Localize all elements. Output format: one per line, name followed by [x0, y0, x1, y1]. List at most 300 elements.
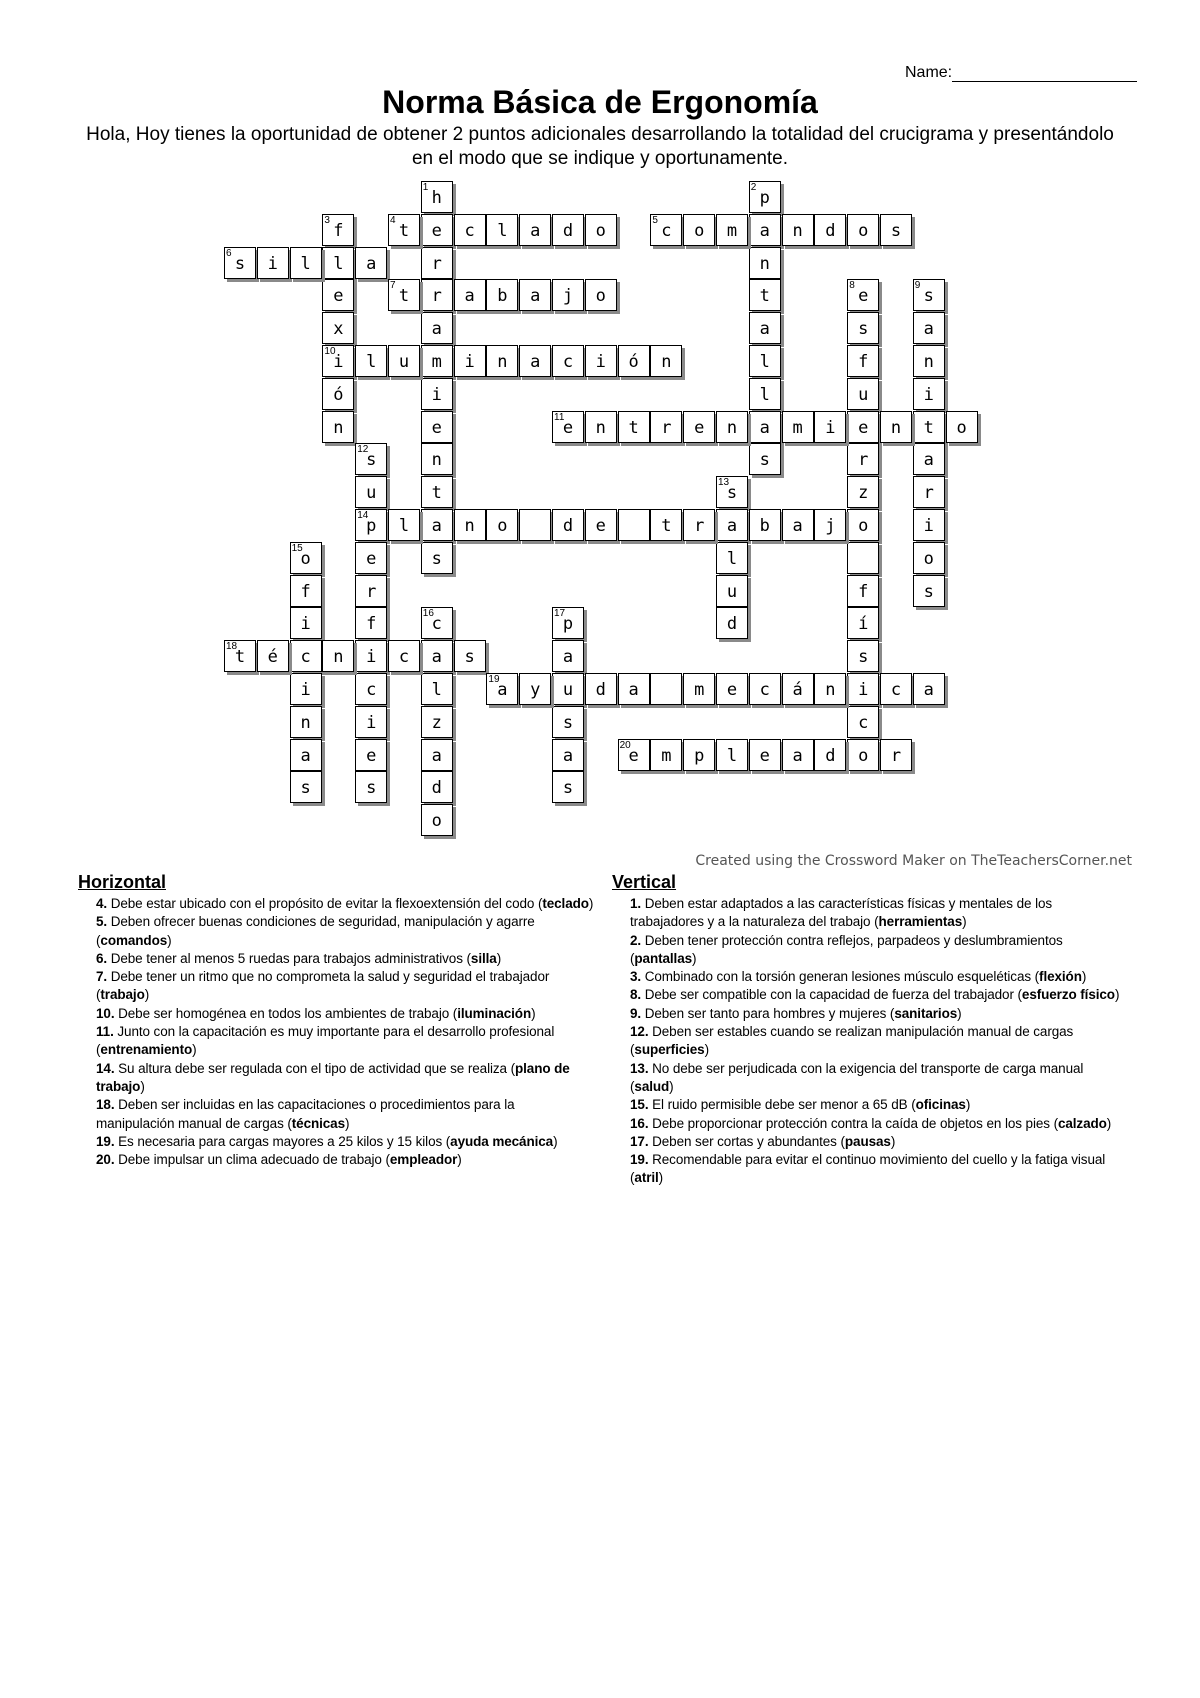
grid-cell[interactable] — [913, 345, 945, 377]
grid-cell[interactable] — [585, 673, 617, 705]
cell-letter: e — [333, 286, 344, 307]
cell-letter: d — [562, 220, 574, 241]
grid-cell[interactable] — [585, 411, 617, 443]
grid-cell[interactable] — [224, 640, 256, 672]
grid-cell[interactable] — [716, 575, 748, 607]
grid-cell[interactable] — [388, 509, 420, 541]
grid-cell[interactable] — [290, 706, 322, 738]
cell-letter: a — [759, 220, 770, 241]
grid-cell[interactable] — [421, 345, 453, 377]
horizontal-clue — [96, 1133, 596, 1151]
clue-number: 16 — [422, 608, 434, 620]
grid-cell[interactable] — [355, 771, 387, 803]
grid-cell[interactable] — [814, 509, 846, 541]
grid-cell[interactable] — [847, 378, 879, 410]
cell-letter: i — [825, 417, 836, 438]
cell-letter: r — [923, 483, 934, 504]
grid-cell[interactable] — [913, 509, 945, 541]
clue-number: 16. — [630, 1115, 649, 1131]
clue-text: Debe estar ubicado con el propósito de evitar la flexoextensión del codo ( — [107, 896, 543, 911]
cell-letter: s — [890, 220, 902, 241]
grid-cell[interactable] — [880, 739, 912, 771]
grid-cell[interactable] — [650, 739, 682, 771]
grid-cell[interactable] — [847, 739, 879, 771]
grid-cell[interactable] — [257, 640, 289, 672]
grid-cell[interactable] — [486, 345, 518, 377]
clue-text: Debe tener un ritmo que no comprometa la salud y seguridad el trabajador ( — [96, 969, 550, 1003]
grid-cell[interactable] — [421, 443, 453, 475]
cell-letter: ó — [333, 384, 344, 405]
cell-letter: o — [858, 516, 869, 536]
horizontal-clue — [96, 968, 596, 1005]
grid-cell[interactable] — [683, 739, 715, 771]
grid-cell[interactable] — [847, 443, 879, 475]
grid-cell[interactable] — [913, 673, 945, 705]
horizontal-clue — [96, 1005, 596, 1023]
grid-cell[interactable] — [421, 476, 453, 508]
grid-cell[interactable] — [650, 214, 682, 246]
grid-cell[interactable] — [322, 411, 354, 443]
grid-cell[interactable] — [290, 640, 322, 672]
grid-cell[interactable] — [913, 575, 945, 607]
cell-letter: o — [858, 745, 869, 766]
cell-letter: p — [759, 188, 770, 208]
vertical-clue — [630, 1096, 1120, 1114]
cell-letter: o — [694, 220, 705, 241]
cell-letter: j — [562, 286, 574, 307]
grid-cell[interactable] — [290, 739, 322, 771]
grid-cell[interactable] — [552, 345, 584, 377]
grid-cell[interactable] — [552, 706, 584, 738]
grid-cell[interactable] — [585, 345, 617, 377]
grid-cell[interactable] — [716, 214, 748, 246]
cell-letter: o — [923, 548, 934, 569]
clue-end: ) — [704, 1042, 709, 1058]
horizontal-clue — [96, 1151, 596, 1169]
cell-letter: c — [759, 680, 770, 700]
clue-number: 13. — [630, 1060, 649, 1076]
grid-cell[interactable] — [355, 673, 387, 705]
cell-letter: l — [300, 253, 311, 274]
cell-letter: a — [923, 319, 934, 340]
cell-letter: n — [333, 647, 344, 668]
cell-letter: e — [431, 220, 442, 241]
vertical-heading: Vertical — [612, 872, 677, 892]
grid-cell[interactable] — [847, 542, 879, 574]
grid-cell[interactable] — [847, 640, 879, 672]
clue-number: 20. — [96, 1152, 115, 1168]
grid-cell[interactable] — [421, 640, 453, 672]
cell-letter: i — [858, 680, 869, 700]
clue-end: ) — [669, 1078, 674, 1094]
grid-cell[interactable] — [552, 673, 584, 705]
grid-cell[interactable] — [880, 673, 912, 705]
grid-cell[interactable] — [322, 312, 354, 344]
grid-cell[interactable] — [322, 214, 354, 246]
grid-cell[interactable] — [486, 673, 518, 705]
cell-letter: f — [858, 352, 869, 372]
cell-letter: d — [825, 220, 836, 241]
clue-text: Deben ser tanto para hombres y mujeres ( — [641, 1005, 895, 1021]
grid-cell[interactable] — [454, 279, 486, 311]
clue-answer: silla — [470, 950, 497, 966]
cell-letter: c — [890, 680, 902, 700]
cell-letter: a — [431, 745, 442, 766]
clue-text: Es necesaria para cargas mayores a 25 kilos y 15 kilos ( — [114, 1133, 451, 1149]
cell-letter: x — [333, 319, 344, 340]
grid-cell[interactable] — [421, 542, 453, 574]
grid-cell[interactable] — [585, 509, 617, 541]
clue-answer: esfuerzo físico — [1021, 987, 1115, 1003]
cell-letter: j — [825, 516, 836, 536]
cell-letter: l — [759, 352, 770, 372]
grid-cell[interactable] — [880, 411, 912, 443]
grid-cell[interactable] — [421, 509, 453, 541]
grid-cell[interactable] — [519, 214, 551, 246]
cell-letter: a — [923, 450, 934, 471]
grid-cell[interactable] — [913, 378, 945, 410]
clue-number: 2. — [630, 932, 642, 948]
grid-cell[interactable] — [814, 673, 846, 705]
clue-number: 5 — [652, 214, 658, 226]
clue-text: No debe ser perjudicada con la exigencia del transporte de carga manual ( — [630, 1060, 1084, 1094]
grid-cell[interactable] — [388, 214, 420, 246]
grid-cell[interactable] — [454, 640, 486, 672]
cell-letter: f — [333, 220, 344, 241]
clue-end: ) — [192, 1042, 197, 1058]
grid-cell[interactable] — [749, 378, 781, 410]
clue-number: 11 — [554, 411, 565, 423]
grid-cell[interactable] — [552, 509, 584, 541]
clue-text: Su altura debe ser regulada con el tipo de actividad que se realiza ( — [114, 1060, 515, 1076]
grid-cell[interactable] — [486, 214, 518, 246]
grid-cell[interactable] — [749, 411, 781, 443]
clue-end: ) — [144, 987, 150, 1003]
clue-end: ) — [588, 896, 594, 911]
grid-cell[interactable] — [454, 509, 486, 541]
clue-text: Debe proporcionar protección contra la caída de objetos en los pies ( — [648, 1115, 1058, 1131]
grid-cell[interactable] — [749, 345, 781, 377]
clue-number: 7. — [96, 969, 108, 985]
grid-cell[interactable] — [421, 279, 453, 311]
grid-cell[interactable] — [847, 312, 879, 344]
grid-cell[interactable] — [913, 443, 945, 475]
grid-cell[interactable] — [683, 411, 715, 443]
grid-cell[interactable] — [355, 509, 387, 541]
grid-cell[interactable] — [618, 345, 650, 377]
grid-cell[interactable] — [355, 476, 387, 508]
grid-cell[interactable] — [355, 542, 387, 574]
grid-cell[interactable] — [782, 214, 814, 246]
grid-cell[interactable] — [749, 214, 781, 246]
grid-cell[interactable] — [290, 771, 322, 803]
grid-cell[interactable] — [847, 706, 879, 738]
cell-letter: i — [595, 352, 606, 372]
grid-cell[interactable] — [421, 804, 453, 836]
grid-cell[interactable] — [814, 411, 846, 443]
grid-cell[interactable] — [913, 312, 945, 344]
clue-number: 17. — [630, 1133, 649, 1149]
grid-cell[interactable] — [749, 181, 781, 213]
grid-cell[interactable] — [421, 411, 453, 443]
grid-cell[interactable] — [257, 247, 289, 279]
cell-letter: m — [661, 745, 672, 766]
cell-letter: n — [923, 352, 934, 372]
clue-answer: iluminación — [457, 1005, 532, 1021]
clue-end: ) — [1114, 987, 1120, 1003]
cell-letter: a — [530, 286, 541, 307]
cell-letter: n — [792, 220, 803, 241]
cell-letter: e — [366, 548, 377, 569]
clue-text: Debe impulsar un clima adecuado de trabajo ( — [114, 1152, 390, 1168]
grid-cell[interactable] — [355, 345, 387, 377]
grid-cell[interactable] — [847, 411, 879, 443]
grid-cell[interactable] — [322, 247, 354, 279]
cell-letter: a — [759, 417, 770, 438]
grid-cell[interactable] — [585, 279, 617, 311]
cell-letter: e — [759, 745, 770, 766]
grid-cell[interactable] — [552, 279, 584, 311]
grid-cell[interactable] — [782, 673, 814, 705]
clue-end: ) — [692, 950, 697, 966]
grid-cell[interactable] — [355, 640, 387, 672]
cell-letter: a — [923, 680, 934, 700]
clue-end: ) — [962, 914, 967, 930]
cell-letter: o — [431, 811, 442, 832]
grid-cell[interactable] — [290, 542, 322, 574]
grid-cell[interactable] — [454, 345, 486, 377]
grid-cell[interactable] — [388, 279, 420, 311]
cell-letter: t — [398, 220, 410, 241]
cell-letter: p — [366, 516, 377, 536]
grid-cell[interactable] — [683, 673, 715, 705]
grid-cell[interactable] — [421, 706, 453, 738]
cell-letter: r — [858, 450, 869, 471]
grid-cell[interactable] — [847, 575, 879, 607]
grid-cell[interactable] — [716, 739, 748, 771]
grid-cell[interactable] — [782, 509, 814, 541]
grid-cell[interactable] — [290, 607, 322, 639]
cell-letter: a — [530, 220, 541, 241]
grid-cell[interactable] — [749, 739, 781, 771]
grid-cell[interactable] — [749, 312, 781, 344]
grid-cell[interactable] — [716, 476, 748, 508]
clue-text: Debe tener al menos 5 ruedas para trabajos administrativos ( — [107, 950, 471, 966]
grid-cell[interactable] — [552, 607, 584, 639]
clue-answer: oficinas — [915, 1097, 966, 1113]
clue-answer: pantallas — [634, 950, 693, 966]
grid-cell[interactable] — [618, 411, 650, 443]
grid-cell[interactable] — [552, 739, 584, 771]
grid-cell[interactable] — [650, 345, 682, 377]
grid-cell[interactable] — [716, 542, 748, 574]
cell-letter: d — [431, 778, 442, 799]
grid-cell[interactable] — [552, 411, 584, 443]
clue-answer: trabajo — [100, 987, 145, 1003]
horizontal-clue-list — [96, 895, 596, 1169]
grid-cell[interactable] — [355, 739, 387, 771]
grid-cell[interactable] — [716, 607, 748, 639]
grid-cell[interactable] — [847, 279, 879, 311]
grid-cell[interactable] — [519, 279, 551, 311]
grid-cell[interactable] — [322, 378, 354, 410]
grid-cell[interactable] — [388, 640, 420, 672]
grid-cell[interactable] — [355, 575, 387, 607]
clue-text: Deben ser incluidas en las capacitaciones o procedimientos para la manipulación manual de cargas ( — [96, 1097, 515, 1131]
grid-cell[interactable] — [552, 214, 584, 246]
grid-cell[interactable] — [486, 509, 518, 541]
horizontal-clue — [96, 950, 596, 968]
cell-letter: s — [858, 647, 869, 668]
grid-cell[interactable] — [290, 247, 322, 279]
grid-cell[interactable] — [355, 443, 387, 475]
cell-letter: i — [300, 680, 311, 700]
grid-cell[interactable] — [519, 345, 551, 377]
grid-cell[interactable] — [847, 214, 879, 246]
clue-answer: calzado — [1057, 1115, 1107, 1131]
grid-cell[interactable] — [749, 443, 781, 475]
vertical-clue — [630, 1151, 1120, 1188]
grid-cell[interactable] — [618, 739, 650, 771]
cell-letter: o — [300, 548, 311, 569]
grid-cell[interactable] — [585, 214, 617, 246]
cell-letter: i — [333, 352, 344, 372]
grid-cell[interactable] — [421, 312, 453, 344]
page-title: Norma Básica de Ergonomía — [382, 84, 818, 120]
clue-end: ) — [890, 1133, 896, 1149]
grid-cell[interactable] — [552, 771, 584, 803]
cell-letter: c — [366, 680, 377, 700]
grid-cell[interactable] — [683, 509, 715, 541]
cell-letter: u — [858, 384, 869, 405]
grid-cell[interactable] — [421, 607, 453, 639]
horizontal-clue — [96, 1096, 596, 1133]
grid-cell[interactable] — [388, 345, 420, 377]
grid-cell[interactable] — [618, 673, 650, 705]
grid-cell[interactable] — [749, 247, 781, 279]
cell-letter: s — [464, 647, 475, 668]
grid-cell[interactable] — [650, 411, 682, 443]
grid-cell[interactable] — [716, 509, 748, 541]
cell-letter: a — [431, 319, 442, 340]
grid-cell[interactable] — [421, 673, 453, 705]
grid-cell[interactable] — [421, 247, 453, 279]
grid-cell[interactable] — [847, 509, 879, 541]
cell-letter: s — [234, 253, 246, 274]
grid-cell[interactable] — [847, 345, 879, 377]
clue-number: 18. — [96, 1097, 115, 1113]
grid-cell[interactable] — [290, 575, 322, 607]
grid-cell[interactable] — [913, 476, 945, 508]
vertical-clue — [630, 1115, 1120, 1133]
clue-answer: ayuda mecánica — [450, 1133, 554, 1149]
grid-cell[interactable] — [913, 411, 945, 443]
grid-cell[interactable] — [749, 279, 781, 311]
cell-letter: l — [726, 745, 738, 766]
cell-letter: r — [694, 516, 705, 536]
grid-cell[interactable] — [880, 214, 912, 246]
grid-cell[interactable] — [618, 509, 650, 541]
grid-cell[interactable] — [421, 181, 453, 213]
clue-text: Debe ser compatible con la capacidad de fuerza del trabajador ( — [641, 987, 1022, 1003]
grid-cell[interactable] — [355, 706, 387, 738]
grid-cell[interactable] — [421, 378, 453, 410]
grid-cell[interactable] — [749, 509, 781, 541]
grid-cell[interactable] — [913, 279, 945, 311]
grid-cell[interactable] — [913, 542, 945, 574]
grid-cell[interactable] — [421, 739, 453, 771]
clue-text: Debe ser homogénea en todos los ambientes de trabajo ( — [114, 1005, 458, 1021]
grid-cell[interactable] — [486, 279, 518, 311]
grid-cell[interactable] — [519, 509, 551, 541]
clue-number: 15. — [630, 1097, 649, 1113]
cell-letter: o — [956, 417, 967, 438]
clue-number: 19. — [96, 1133, 115, 1149]
cell-letter: f — [366, 614, 377, 635]
cell-letter: t — [759, 286, 770, 307]
grid-cell[interactable] — [814, 739, 846, 771]
grid-cell[interactable] — [322, 279, 354, 311]
grid-cell[interactable] — [749, 673, 781, 705]
clue-number: 20 — [619, 739, 631, 751]
grid-cell[interactable] — [716, 673, 748, 705]
grid-cell[interactable] — [716, 411, 748, 443]
clue-end: ) — [553, 1133, 558, 1149]
grid-cell[interactable] — [454, 214, 486, 246]
grid-cell[interactable] — [847, 607, 879, 639]
grid-cell[interactable] — [814, 214, 846, 246]
grid-cell[interactable] — [847, 673, 879, 705]
grid-cell[interactable] — [847, 476, 879, 508]
cell-letter: r — [366, 581, 377, 602]
grid-cell[interactable] — [421, 771, 453, 803]
clue-answer: comandos — [100, 932, 168, 948]
grid-cell[interactable] — [650, 509, 682, 541]
cell-letter: p — [694, 745, 705, 766]
grid-cell[interactable] — [519, 673, 551, 705]
grid-cell[interactable] — [290, 673, 322, 705]
clue-number: 9 — [914, 280, 921, 292]
clue-number: 4 — [390, 214, 396, 226]
clue-answer: salud — [634, 1078, 670, 1094]
grid-cell[interactable] — [224, 247, 256, 279]
cell-letter: a — [431, 647, 442, 668]
grid-cell[interactable] — [322, 640, 354, 672]
cell-letter: u — [366, 483, 377, 504]
grid-cell[interactable] — [683, 214, 715, 246]
vertical-clue — [630, 1005, 1120, 1023]
cell-letter: n — [595, 417, 606, 438]
cell-letter: z — [431, 712, 442, 733]
grid-cell[interactable] — [421, 214, 453, 246]
grid-cell[interactable] — [355, 607, 387, 639]
grid-cell[interactable] — [946, 411, 978, 443]
grid-cell[interactable] — [782, 739, 814, 771]
grid-cell[interactable] — [322, 345, 354, 377]
grid-cell[interactable] — [782, 411, 814, 443]
grid-cell[interactable] — [650, 673, 682, 705]
cell-letter: t — [234, 647, 246, 668]
cell-letter: l — [366, 352, 377, 372]
grid-cell[interactable] — [552, 640, 584, 672]
cell-letter: d — [825, 745, 836, 766]
intro-text: Hola, Hoy tienes la oportunidad de obtener 2 puntos adicionales desarrollando la totalidad del crucigrama y presentándolo en el modo que se indique y oportunamente. — [86, 124, 1114, 169]
cell-letter: r — [890, 745, 902, 766]
cell-letter: c — [431, 614, 442, 635]
grid-cell[interactable] — [355, 247, 387, 279]
cell-letter: e — [595, 516, 606, 536]
cell-letter: n — [333, 417, 344, 438]
